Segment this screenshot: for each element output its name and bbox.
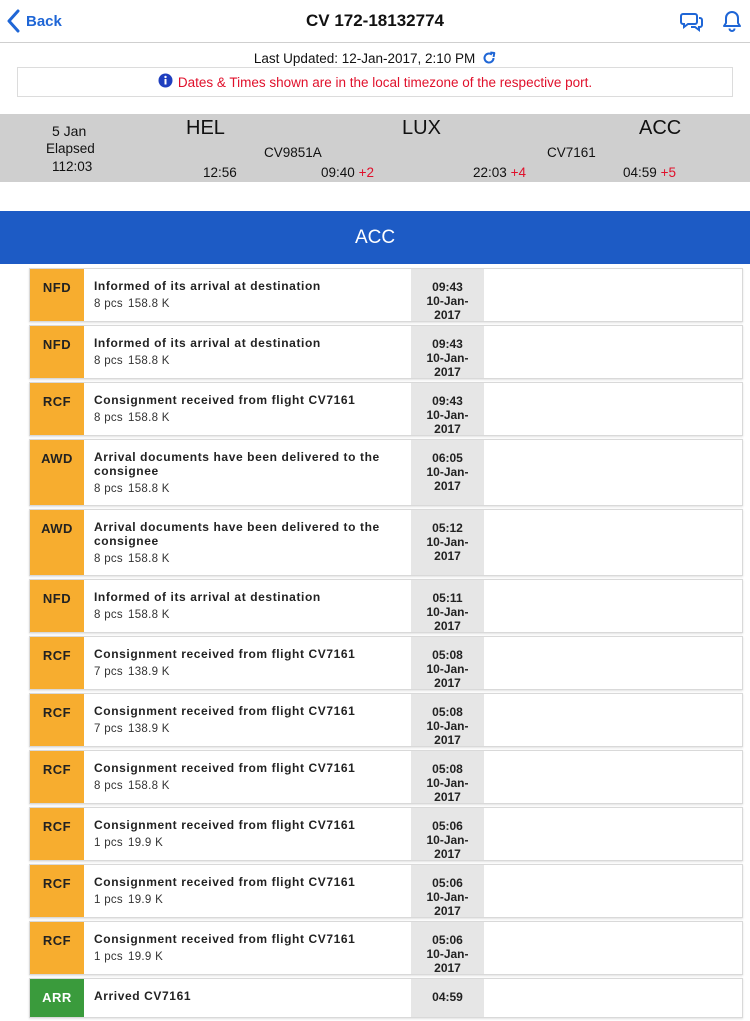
arrival-time-leg-2: 04:59 +5 [623,165,676,180]
event-date: 10-Jan- [426,465,469,479]
event-time: 05:06 [432,876,463,890]
event-code-badge: RCF [30,865,84,917]
event-row[interactable] [29,268,743,322]
port-destination: ACC [639,117,682,139]
event-description: Consignment received from flight CV7161 [94,875,356,889]
event-year: 2017 [434,847,461,861]
event-code-badge: NFD [30,269,84,321]
event-weight: 19.9 K [128,951,164,963]
event-pieces: 8 pcs [94,553,123,565]
flight-leg-1: CV9851A [264,145,322,160]
event-date: 10-Jan- [426,890,469,904]
port-origin: HEL [186,117,225,139]
event-date: 10-Jan- [426,776,469,790]
event-weight: 158.8 K [128,355,170,367]
event-description: Consignment received from flight CV7161 [94,647,356,661]
event-date: 10-Jan- [426,351,469,365]
event-date: 10-Jan- [426,294,469,308]
station-section-title: ACC [354,226,396,248]
event-year: 2017 [434,479,461,493]
event-pieces: 7 pcs [94,723,123,735]
event-time: 05:12 [432,521,463,535]
event-time: 09:43 [432,394,463,408]
event-description: Arrived CV7161 [94,989,192,1003]
event-pieces: 1 pcs [94,837,123,849]
event-code-badge: NFD [30,580,84,632]
event-weight: 138.9 K [128,723,170,735]
event-datetime [411,580,484,632]
event-weight: 19.9 K [128,837,164,849]
event-date: 10-Jan- [426,605,469,619]
event-time: 06:05 [432,451,463,465]
event-date: 10-Jan- [426,719,469,733]
event-year: 2017 [434,904,461,918]
event-row[interactable] [29,750,743,804]
event-datetime [411,383,484,435]
event-datetime [411,326,484,378]
event-pieces: 1 pcs [94,894,123,906]
event-year: 2017 [434,733,461,747]
event-time: 05:08 [432,762,463,776]
event-description: Consignment received from flight CV7161 [94,704,356,718]
event-code-badge: RCF [30,922,84,974]
event-datetime [411,751,484,803]
event-row[interactable] [29,921,743,975]
event-description: Consignment received from flight CV7161 [94,818,356,832]
event-date: 10-Jan- [426,535,469,549]
departure-time-leg-1: 12:56 [203,165,237,180]
event-datetime [411,922,484,974]
event-year: 2017 [434,619,461,633]
event-pieces: 8 pcs [94,609,123,621]
event-description: Consignment received from flight CV7161 [94,393,356,407]
last-updated [0,51,750,68]
event-date: 10-Jan- [426,833,469,847]
event-datetime [411,694,484,746]
day-offset: +4 [510,165,526,180]
timezone-notice [17,67,733,97]
event-datetime [411,865,484,917]
event-description: Arrival documents have been delivered to the consignee [94,520,380,548]
event-datetime [411,440,484,505]
port-transit: LUX [402,117,441,139]
event-time: 09:43 [432,280,463,294]
event-year: 2017 [434,365,461,379]
event-datetime [411,979,484,1017]
event-code-badge: AWD [30,440,84,505]
event-list [29,268,743,1021]
event-year: 2017 [434,549,461,563]
event-weight: 158.8 K [128,553,170,565]
chat-bubbles-icon[interactable] [680,10,704,37]
event-code-badge: AWD [30,510,84,575]
event-pieces: 8 pcs [94,355,123,367]
event-row[interactable] [29,325,743,379]
route-date: 5 Jan [52,123,87,139]
event-pieces: 8 pcs [94,780,123,792]
elapsed-time: 112:03 [52,159,93,174]
event-weight: 158.8 K [128,412,170,424]
event-datetime [411,808,484,860]
event-pieces: 8 pcs [94,298,123,310]
event-code-badge: RCF [30,637,84,689]
arrival-time-leg-1: 09:40 +2 [321,165,374,180]
timezone-notice-text: Dates & Times shown are in the local timezone of the respective port. [177,74,593,90]
event-row[interactable] [29,636,743,690]
event-pieces: 8 pcs [94,483,123,495]
event-row[interactable] [29,579,743,633]
event-code-badge: RCF [30,383,84,435]
event-year: 2017 [434,961,461,975]
event-datetime [411,510,484,575]
event-row[interactable] [29,978,743,1018]
event-description: Arrival documents have been delivered to the consignee [94,450,380,478]
event-time: 05:06 [432,819,463,833]
event-datetime [411,637,484,689]
event-row[interactable] [29,439,743,506]
back-label: Back [26,12,62,30]
station-section-header[interactable] [0,211,750,264]
event-row[interactable] [29,509,743,576]
event-year: 2017 [434,676,461,690]
event-date: 10-Jan- [426,947,469,961]
event-pieces: 1 pcs [94,951,123,963]
event-year: 2017 [434,790,461,804]
event-time: 05:11 [432,591,463,605]
event-year: 2017 [434,308,461,322]
info-icon [158,73,173,91]
event-weight: 138.9 K [128,666,170,678]
event-weight: 19.9 K [128,894,164,906]
page-title: CV 172-18132774 [305,11,444,30]
last-updated-text: Last Updated: 12-Jan-2017, 2:10 PM [253,51,476,66]
event-year: 2017 [434,422,461,436]
event-weight: 158.8 K [128,483,170,495]
departure-time-leg-2: 22:03 +4 [473,165,526,180]
event-description: Informed of its arrival at destination [94,336,321,350]
bell-icon[interactable] [722,10,742,37]
event-code-badge: NFD [30,326,84,378]
event-pieces: 7 pcs [94,666,123,678]
event-time: 05:06 [432,933,463,947]
event-time: 04:59 [432,990,463,1004]
refresh-icon[interactable] [482,51,496,68]
top-nav-bar [0,0,750,43]
event-description: Informed of its arrival at destination [94,590,321,604]
event-date: 10-Jan- [426,662,469,676]
event-weight: 158.8 K [128,609,170,621]
event-weight: 158.8 K [128,298,170,310]
elapsed-label: Elapsed [46,141,95,156]
event-weight: 158.8 K [128,780,170,792]
event-row[interactable] [29,693,743,747]
event-datetime [411,269,484,321]
event-code-badge: RCF [30,751,84,803]
day-offset: +2 [358,165,374,180]
event-code-badge: RCF [30,808,84,860]
event-pieces: 8 pcs [94,412,123,424]
event-time: 05:08 [432,648,463,662]
event-row[interactable] [29,864,743,918]
event-description: Consignment received from flight CV7161 [94,761,356,775]
flight-leg-2: CV7161 [547,145,596,160]
event-description: Informed of its arrival at destination [94,279,321,293]
event-code-badge: RCF [30,694,84,746]
event-row[interactable] [29,382,743,436]
event-description: Consignment received from flight CV7161 [94,932,356,946]
event-date: 10-Jan- [426,408,469,422]
event-row[interactable] [29,807,743,861]
route-summary[interactable] [0,114,750,182]
day-offset: +5 [660,165,676,180]
event-time: 09:43 [432,337,463,351]
event-time: 05:08 [432,705,463,719]
event-code-badge: ARR [30,979,84,1017]
